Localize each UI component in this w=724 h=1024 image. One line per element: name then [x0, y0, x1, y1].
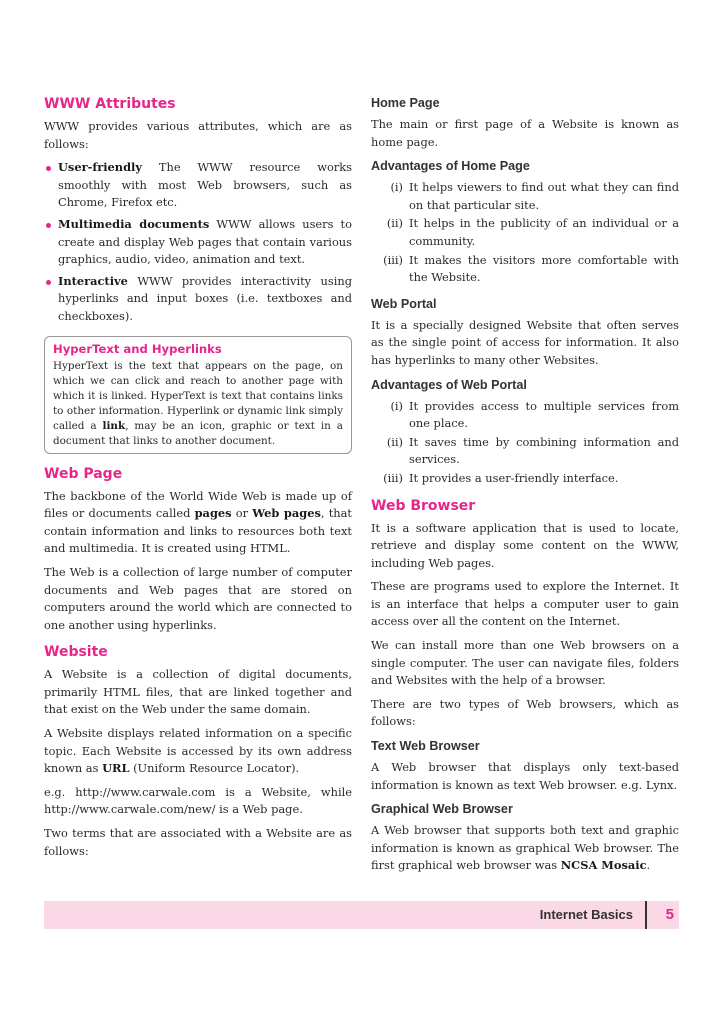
text-bold: NCSA Mosaic [560, 858, 647, 873]
hypertext-info-box [44, 336, 352, 454]
heading-advantages-home-page: Advantages of Home Page [371, 159, 530, 174]
heading-website: Website [44, 644, 108, 661]
advantages-portal-list [371, 398, 679, 488]
heading-web-browser: Web Browser [371, 497, 476, 514]
website-paragraph-1: A Website is a collection of digital documents, primarily HTML files, that are linked together and that exist on the Web under the same domain. [44, 667, 352, 717]
left-column [44, 94, 352, 866]
list-item [371, 470, 679, 488]
text-bold: URL [102, 761, 130, 776]
bullet-text: WWW provides interactivity using hyperlinks and input boxes (i.e. textboxes and checkboxes). [58, 273, 352, 323]
text-part: A Web browser that supports both text and graphic information is known as graphical Web browser. The first graphical web browser was [371, 823, 679, 873]
box-title: HyperText and Hyperlinks [53, 341, 222, 356]
heading-graphical-web-browser: Graphical Web Browser [371, 802, 513, 817]
item-number: (iii) [383, 252, 403, 267]
bullet-text: The WWW resource works smoothly with most Web browsers, such as Chrome, Firefox etc. [58, 160, 352, 210]
item-number: (iii) [383, 470, 403, 485]
item-text: It helps viewers to find out what they can find on that particular site. [409, 180, 679, 212]
website-paragraph-2 [44, 725, 352, 778]
text-part: . [646, 858, 651, 873]
bullet-term: User-friendly [58, 160, 142, 175]
list-item [371, 179, 679, 214]
text-part: (Uniform Resource Locator). [129, 761, 300, 776]
list-item [44, 273, 352, 326]
heading-advantages-web-portal: Advantages of Web Portal [371, 377, 527, 392]
item-text: It saves time by combining information and services. [409, 434, 679, 467]
bullet-term: Multimedia documents [58, 216, 210, 231]
advantages-home-list [371, 179, 679, 287]
list-item [371, 215, 679, 250]
list-item [371, 252, 679, 287]
text-part: or [231, 506, 253, 521]
home-paragraph: The main or first page of a Website is known as home page. [371, 117, 679, 149]
footer-divider [645, 901, 647, 929]
bullet-text: WWW allows users to create and display Web pages that contain various graphics, audio, video, animation and text. [58, 216, 352, 267]
website-paragraph-3: e.g. http://www.carwale.com is a Website, while http://www.carwale.com/new/ is a Web page. [44, 784, 352, 817]
text-bold: pages [194, 506, 232, 521]
text-bold: Web pages [252, 506, 321, 521]
www-attributes-list [44, 159, 352, 325]
heading-home-page: Home Page [371, 96, 440, 110]
browser-paragraph-2: These are programs used to explore the Internet. It is an interface that helps a computer user to gain access over all the content on the Internet. [371, 579, 679, 629]
list-item [44, 159, 352, 212]
www-intro: WWW provides various attributes, which are as follows: [44, 119, 352, 151]
list-item [44, 216, 352, 269]
item-number: (ii) [386, 434, 403, 449]
browser-paragraph-4: There are two types of Web browsers, which as follows: [371, 696, 679, 729]
list-item [371, 434, 679, 469]
box-text-bold: link [102, 419, 126, 432]
browser-paragraph-3: We can install more than one Web browsers on a single computer. The user can navigate files, folders and Websites with the help of a browser. [371, 638, 679, 688]
browser-paragraph-1: It is a software application that is used to locate, retrieve and display some content on the WWW, including Web pages. [371, 520, 679, 570]
box-text-part: HyperText is the text that appears on the page, on which we can click and reach to another page with which it is linked. HyperText is text that contains links to other information. Hyperlink or dynamic link simply called a [53, 359, 343, 432]
heading-text-web-browser: Text Web Browser [371, 739, 480, 754]
heading-web-portal: Web Portal [371, 296, 437, 311]
box-text-part: , may be an icon, graphic or text in a document that links to another document. [53, 419, 343, 447]
item-text: It provides access to multiple services from one place. [409, 398, 679, 431]
item-text: It helps in the publicity of an individual or a community. [409, 216, 679, 248]
webpage-paragraph-2: The Web is a collection of large number of computer documents and Web pages that are stored on computers around the world which are connected to one another using hyperlinks. [44, 564, 352, 632]
item-number: (ii) [386, 216, 403, 231]
bullet-term: Interactive [58, 273, 128, 288]
item-text: It provides a user-friendly interface. [409, 470, 619, 485]
heading-web-page: Web Page [44, 465, 123, 482]
list-item [371, 398, 679, 433]
page-number: 5 [665, 906, 674, 923]
footer-chapter-label: Internet Basics [539, 907, 633, 922]
right-column [371, 94, 679, 881]
website-paragraph-4: Two terms that are associated with a Website are as follows: [44, 826, 352, 858]
text-part: , that contain information and links to resources both text and multimedia. It is created using HTML. [44, 506, 352, 556]
item-text: It makes the visitors more comfortable with the Website. [409, 252, 679, 285]
item-number: (i) [390, 398, 403, 413]
webpage-paragraph-1 [44, 488, 352, 558]
text-part: The backbone of the World Wide Web is made up of files or documents called [44, 488, 352, 521]
portal-paragraph: It is a specially designed Website that often serves as the single point of access for information. It also has hyperlinks to many other Websites. [371, 317, 679, 367]
page-footer [44, 901, 679, 929]
text-browser-paragraph: A Web browser that displays only text-based information is known as text Web browser. e.g. Lynx. [371, 760, 679, 792]
text-part: A Website displays related information on a specific topic. Each Website is accessed by its own address known as [44, 726, 352, 776]
heading-www-attributes: WWW Attributes [44, 96, 176, 112]
box-text [53, 359, 343, 449]
graphical-browser-paragraph [371, 822, 679, 875]
item-number: (i) [390, 180, 403, 195]
